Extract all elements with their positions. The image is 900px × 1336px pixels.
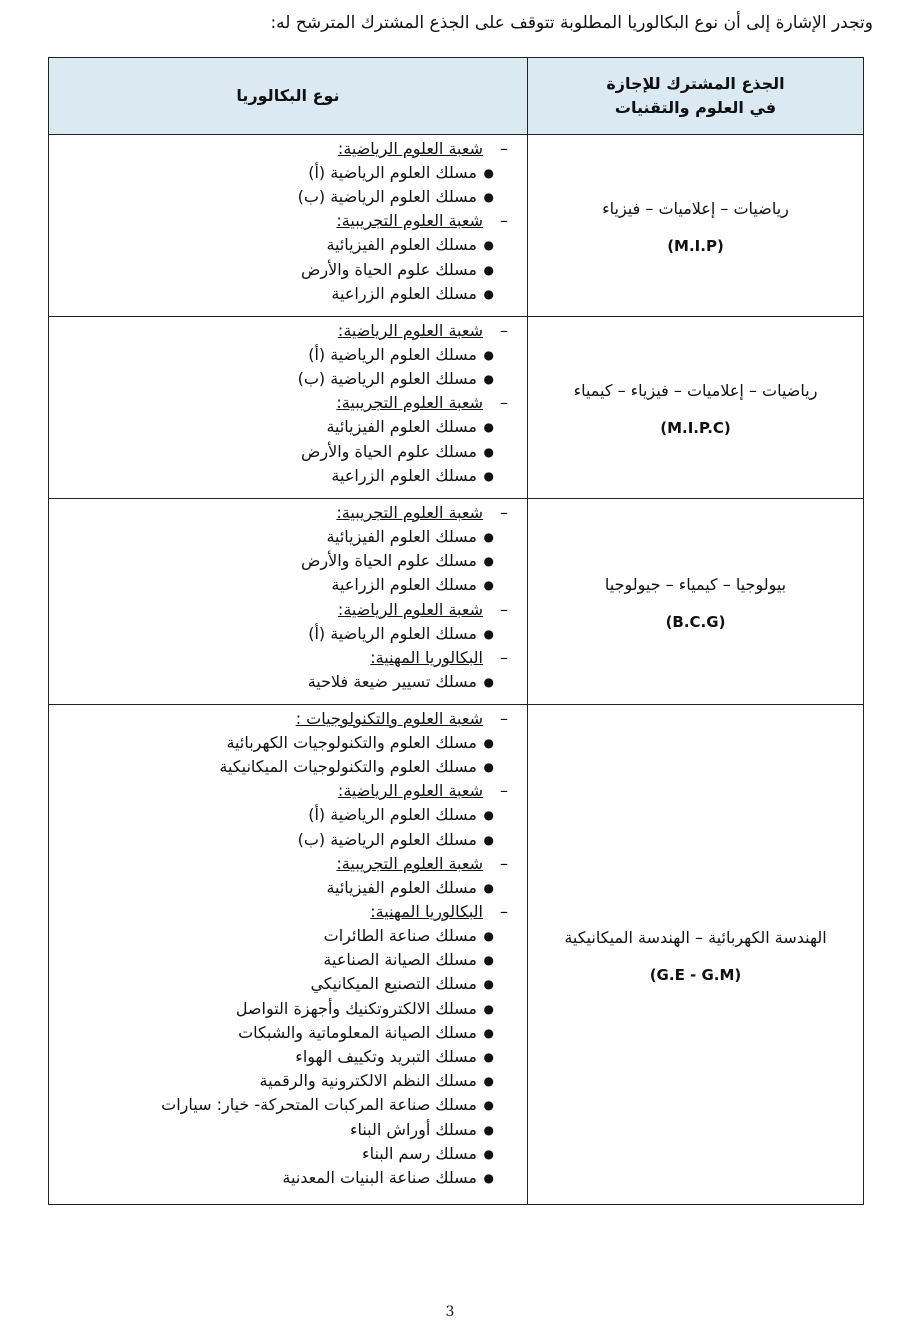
bac-track-label: مسلك أوراش البناء (349, 1119, 477, 1139)
table-row (49, 135, 864, 317)
bac-track-label: مسلك صناعة البنيات المعدنية (282, 1168, 477, 1188)
list-item (49, 573, 527, 597)
bac-track-label: مسلك العلوم الفيزيائية (326, 877, 477, 897)
bac-section (49, 391, 527, 488)
bullet-icon: ● (483, 554, 494, 569)
bullet-icon: ● (483, 1171, 494, 1186)
bac-track-label: مسلك الصيانة المعلوماتية والشبكات (238, 1022, 477, 1042)
header-bac-type: نوع البكالوريا (49, 58, 528, 135)
dash-bullet-icon: – (500, 321, 508, 341)
dash-bullet-icon: – (500, 709, 508, 729)
bac-track-label: مسلك الالكتروتكنيك وأجهزة التواصل (235, 998, 477, 1018)
list-item (49, 670, 527, 694)
dash-bullet-icon: – (500, 647, 508, 667)
bac-track-label: مسلك العلوم الفيزيائية (326, 527, 477, 547)
bac-section-label: شعبة العلوم التجريبية: (336, 853, 483, 873)
tronc-commun-code: (M.I.P.C) (660, 418, 731, 437)
list-item (49, 1093, 527, 1117)
bullet-icon: ● (483, 372, 494, 387)
bullet-icon: ● (483, 626, 494, 641)
bac-track-label: مسلك علوم الحياة والأرض (301, 551, 477, 571)
bac-track-label: مسلك العلوم الرياضية (ب) (297, 369, 477, 389)
list-item (49, 755, 527, 779)
bullet-icon: ● (483, 1074, 494, 1089)
tronc-commun-name: رياضيات – إعلاميات – فيزياء (602, 198, 789, 218)
bac-section-heading (49, 209, 527, 233)
bac-section-heading (49, 391, 527, 415)
list-item (49, 367, 527, 391)
bullet-icon: ● (483, 674, 494, 689)
bac-section (49, 137, 527, 209)
bac-section-heading (49, 319, 527, 343)
bullet-icon: ● (483, 166, 494, 180)
list-item (49, 924, 527, 948)
bac-section-heading (49, 598, 527, 622)
bac-track-label: مسلك العلوم الرياضية (ب) (297, 187, 477, 207)
intro-paragraph: وتجدر الإشارة إلى أن نوع البكالوريا المطلوبة تتوقف على الجذع المشترك المترشح له: (270, 13, 873, 33)
table-body (49, 135, 864, 1205)
bac-section-heading (49, 852, 527, 876)
list-item (49, 282, 527, 306)
bac-track-list (49, 670, 527, 694)
list-item (49, 161, 527, 185)
bac-track-list (49, 343, 527, 391)
bac-track-label: مسلك تسيير ضيعة فلاحية (307, 671, 477, 691)
bullet-icon: ● (483, 832, 494, 847)
bac-track-list (49, 525, 527, 598)
bac-section (49, 852, 527, 900)
bac-track-label: مسلك العلوم والتكنولوجيات الميكانيكية (219, 757, 477, 777)
bac-section-heading (49, 501, 527, 525)
bac-section-heading (49, 779, 527, 803)
bullet-icon: ● (483, 1098, 494, 1113)
bac-track-list (49, 233, 527, 306)
bac-section (49, 598, 527, 646)
bullet-icon: ● (483, 286, 494, 301)
bac-track-label: مسلك العلوم الرياضية (أ) (308, 163, 477, 182)
tronc-commun-cell (528, 135, 864, 317)
bac-section-heading (49, 900, 527, 924)
page-number: 3 (445, 1304, 455, 1320)
bac-track-label: مسلك التصنيع الميكانيكي (310, 974, 477, 994)
bac-track-list (49, 731, 527, 779)
list-item (49, 972, 527, 996)
list-item (49, 464, 527, 488)
bullet-icon: ● (483, 190, 494, 205)
list-item (49, 1142, 527, 1166)
bullet-icon: ● (483, 1001, 494, 1016)
bac-section (49, 707, 527, 779)
bac-track-label: مسلك رسم البناء (362, 1143, 477, 1163)
bullet-icon: ● (483, 348, 494, 363)
list-item (49, 803, 527, 827)
bac-section-label: شعبة العلوم التجريبية: (336, 393, 483, 413)
bac-section-label: شعبة العلوم الرياضية: (337, 139, 483, 158)
dash-bullet-icon: – (500, 139, 508, 158)
tronc-commun-name: بيولوجيا – كيمياء – جيولوجيا (604, 574, 787, 594)
bac-section (49, 779, 527, 851)
list-item (49, 343, 527, 367)
bullet-icon: ● (483, 760, 494, 775)
bac-track-label: مسلك العلوم الزراعية (331, 465, 477, 485)
table-header-row (49, 58, 864, 135)
dash-bullet-icon: – (500, 853, 508, 873)
bac-section-label: شعبة العلوم التجريبية: (336, 503, 483, 523)
dash-bullet-icon: – (500, 211, 508, 231)
dash-bullet-icon: – (500, 599, 508, 619)
bac-section-label: شعبة العلوم الرياضية: (337, 781, 483, 801)
bac-section-heading (49, 137, 527, 161)
bullet-icon: ● (483, 929, 494, 944)
bullet-icon: ● (483, 1146, 494, 1161)
bullet-icon: ● (483, 1050, 494, 1065)
bac-track-label: مسلك العلوم الفيزيائية (326, 417, 477, 437)
bullet-icon: ● (483, 736, 494, 751)
list-item (49, 1069, 527, 1093)
bac-track-label: مسلك علوم الحياة والأرض (301, 441, 477, 461)
bac-track-label: مسلك العلوم الزراعية (331, 575, 477, 595)
bac-type-cell (49, 705, 528, 1205)
bullet-icon: ● (483, 953, 494, 968)
bullet-icon: ● (483, 420, 494, 435)
table-row (49, 499, 864, 705)
bac-track-label: مسلك العلوم والتكنولوجيات الكهربائية (226, 733, 477, 753)
header-tronc-commun (528, 58, 864, 135)
tronc-commun-cell (528, 317, 864, 499)
list-item (49, 997, 527, 1021)
table-row (49, 317, 864, 499)
tronc-commun-code: (G.E - G.M) (649, 965, 742, 984)
bac-section-label: شعبة العلوم التجريبية: (336, 211, 483, 231)
bac-track-label: مسلك العلوم الرياضية (ب) (297, 829, 477, 849)
tronc-commun-name: رياضيات – إعلاميات – فيزياء – كيمياء (573, 380, 818, 400)
list-item (49, 828, 527, 852)
bac-track-label: مسلك الصيانة الصناعية (323, 950, 477, 970)
bac-track-label: مسلك العلوم الزراعية (331, 283, 477, 303)
list-item (49, 415, 527, 439)
header-tronc-line2: في العلوم والتقنيات (614, 98, 777, 117)
bac-track-label: مسلك العلوم الرياضية (أ) (308, 623, 477, 643)
list-item (49, 1166, 527, 1190)
list-item (49, 876, 527, 900)
list-item (49, 525, 527, 549)
bac-section-label: شعبة العلوم الرياضية: (337, 321, 483, 341)
bac-section-label: البكالوريا المهنية: (370, 902, 483, 922)
bac-section-label: البكالوريا المهنية: (370, 647, 483, 667)
list-item (49, 185, 527, 209)
table-row (49, 705, 864, 1205)
bac-section-label: شعبة العلوم الرياضية: (337, 599, 483, 619)
bac-type-cell (49, 499, 528, 705)
bac-track-label: مسلك صناعة الطائرات (323, 926, 477, 946)
bullet-icon: ● (483, 530, 494, 545)
bac-track-label: مسلك العلوم الرياضية (أ) (308, 345, 477, 365)
bac-section (49, 501, 527, 598)
bac-track-label: مسلك النظم الالكترونية والرقمية (259, 1071, 477, 1091)
bullet-icon: ● (483, 262, 494, 277)
bac-track-list (49, 415, 527, 488)
dash-bullet-icon: – (500, 393, 508, 413)
tronc-commun-name: الهندسة الكهربائية – الهندسة الميكانيكية (564, 927, 827, 947)
list-item (49, 1118, 527, 1142)
bac-track-list (49, 622, 527, 646)
bac-section (49, 646, 527, 694)
dash-bullet-icon: – (500, 902, 508, 922)
bac-section-heading (49, 646, 527, 670)
tronc-commun-code: (B.C.G) (665, 612, 726, 631)
bullet-icon: ● (483, 578, 494, 593)
bac-section (49, 319, 527, 391)
dash-bullet-icon: – (500, 503, 508, 523)
bac-section (49, 209, 527, 306)
list-item (49, 440, 527, 464)
bac-track-label: مسلك العلوم الرياضية (أ) (308, 805, 477, 825)
bac-section-label: شعبة العلوم والتكنولوجيات : (295, 709, 483, 729)
bac-section-heading (49, 707, 527, 731)
bullet-icon: ● (483, 808, 494, 823)
list-item (49, 1021, 527, 1045)
bullet-icon: ● (483, 880, 494, 895)
bac-track-list (49, 924, 527, 1190)
header-tronc-line1: الجذع المشترك للإجازة (606, 74, 785, 93)
bac-section (49, 900, 527, 1190)
list-item (49, 233, 527, 257)
bac-track-list (49, 803, 527, 851)
tronc-commun-cell (528, 705, 864, 1205)
bac-track-label: مسلك علوم الحياة والأرض (301, 259, 477, 279)
bac-track-label: مسلك صناعة المركبات المتحركة- خيار: سيارات (161, 1095, 477, 1115)
tronc-commun-cell (528, 499, 864, 705)
list-item (49, 1045, 527, 1069)
bullet-icon: ● (483, 1122, 494, 1137)
list-item (49, 549, 527, 573)
bac-requirements-table (48, 57, 864, 1205)
bullet-icon: ● (483, 1025, 494, 1040)
dash-bullet-icon: – (500, 781, 508, 801)
list-item (49, 258, 527, 282)
list-item (49, 948, 527, 972)
bac-track-list (49, 876, 527, 900)
list-item (49, 731, 527, 755)
bullet-icon: ● (483, 444, 494, 459)
bac-track-label: مسلك العلوم الفيزيائية (326, 235, 477, 255)
bullet-icon: ● (483, 468, 494, 483)
list-item (49, 622, 527, 646)
bac-track-label: مسلك التبريد وتكييف الهواء (295, 1047, 477, 1067)
bac-type-cell (49, 135, 528, 317)
tronc-commun-code: (M.I.P) (667, 236, 724, 255)
bullet-icon: ● (483, 977, 494, 992)
bac-type-cell (49, 317, 528, 499)
bac-track-list (49, 161, 527, 209)
bullet-icon: ● (483, 238, 494, 253)
